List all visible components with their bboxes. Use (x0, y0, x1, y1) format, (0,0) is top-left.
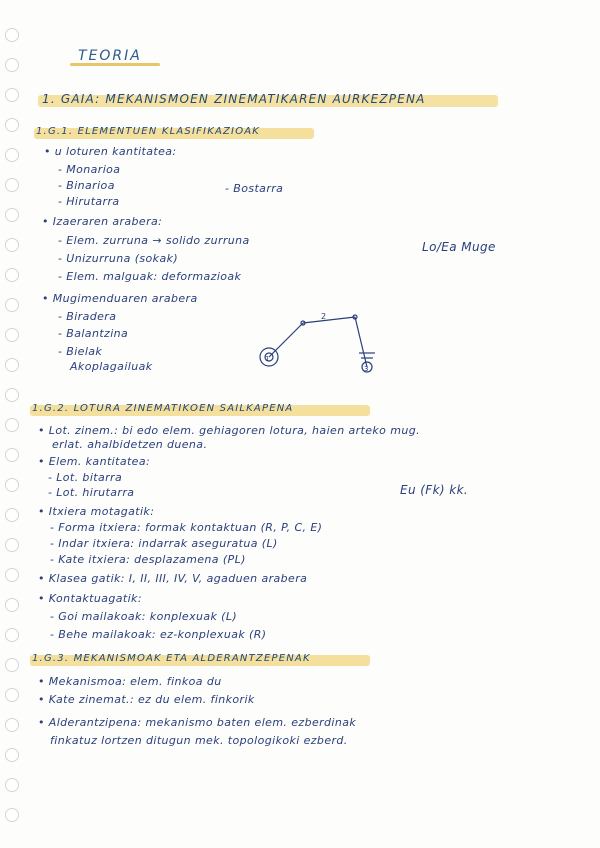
s1-bullet-2-note: Lo/Ea Muge (422, 240, 496, 254)
s2-bullet-4: • Klasea gatik: I, II, III, IV, V, agaduen arabera (38, 572, 308, 585)
rocker-link (355, 317, 367, 367)
s3-bullet-2: • Kate zinemat.: ez du elem. finkorik (38, 693, 255, 706)
diagram-label-1: 1 (265, 355, 270, 363)
s1-bullet-1: • u loturen kantitatea: (44, 145, 177, 158)
s3-bullet-1: • Mekanismoa: elem. finkoa du (38, 675, 222, 688)
s1-bullet-1-side: - Bostarra (225, 182, 284, 195)
s1-bullet-3: • Mugimenduaren arabera (42, 292, 198, 305)
section2-heading: 1.G.2. LOTURA ZINEMATIKOEN SAILKAPENA (32, 403, 294, 414)
s1-bullet-3-line-1: - Biradera (58, 310, 117, 323)
s2-bullet-2-line-2: - Lot. hirutarra (48, 486, 135, 499)
coupler-link (303, 317, 355, 323)
s3-bullet-3: • Alderantzipena: mekanismo baten elem. ezberdinak (38, 716, 357, 729)
s3-bullet-3-cont: finkatuz lortzen ditugun mek. topologikoki ezberd. (50, 734, 348, 747)
s1-bullet-2-line-2: - Unizurruna (sokak) (58, 252, 179, 265)
s2-bullet-5-line-1: - Goi mailakoak: konplexuak (L) (50, 610, 238, 623)
s1-bullet-1-line-2: - Binarioa (58, 179, 115, 192)
s1-bullet-3-line-2: - Balantzina (58, 327, 129, 340)
s2-bullet-2-line-1: - Lot. bitarra (48, 471, 123, 484)
s1-bullet-2-line-3: - Elem. malguak: deformazioak (58, 270, 242, 283)
s2-bullet-3-line-3: - Kate itxiera: desplazamena (PL) (50, 553, 246, 566)
s2-bullet-3-line-1: - Forma itxiera: formak kontaktuan (R, P, C, E) (50, 521, 323, 534)
s1-bullet-1-line-1: - Monarioa (58, 163, 121, 176)
page-title: TEORIA (78, 48, 142, 64)
s1-bullet-2-line-1: - Elem. zurruna → solido zurruna (58, 234, 250, 247)
binder-holes (2, 0, 22, 848)
s1-bullet-2: • Izaeraren arabera: (42, 215, 163, 228)
crank-link (269, 323, 303, 357)
s2-bullet-5: • Kontaktuagatik: (38, 592, 142, 605)
diagram-label-2: 2 (321, 312, 327, 321)
four-bar-linkage-diagram (255, 305, 395, 385)
diagram-label-3: 3 (364, 365, 369, 373)
s2-bullet-5-line-2: - Behe mailakoak: ez-konplexuak (R) (50, 628, 267, 641)
section1-heading: 1.G.1. ELEMENTUEN KLASIFIKAZIOAK (36, 126, 261, 137)
chapter-heading: 1. GAIA: MEKANISMOEN ZINEMATIKAREN AURKEZPENA (42, 92, 426, 106)
s1-bullet-3-line-3: - Bielak (58, 345, 103, 358)
section3-heading: 1.G.3. MEKANISMOAK ETA ALDERANTZEPENAK (32, 653, 311, 664)
s2-bullet-2-note: Eu (Fk) kk. (400, 483, 469, 497)
s2-bullet-2: • Elem. kantitatea: (38, 455, 151, 468)
s2-bullet-3-line-2: - Indar itxiera: indarrak aseguratua (L) (50, 537, 278, 550)
s1-bullet-3-line-4: Akoplagailuak (70, 360, 153, 373)
s2-bullet-3: • Itxiera motagatik: (38, 505, 155, 518)
s1-bullet-1-line-3: - Hirutarra (58, 195, 120, 208)
s2-bullet-1: • Lot. zinem.: bi edo elem. gehiagoren lotura, haien arteko mug. (38, 424, 420, 437)
s2-bullet-1-cont: erlat. ahalbidetzen duena. (52, 438, 208, 451)
